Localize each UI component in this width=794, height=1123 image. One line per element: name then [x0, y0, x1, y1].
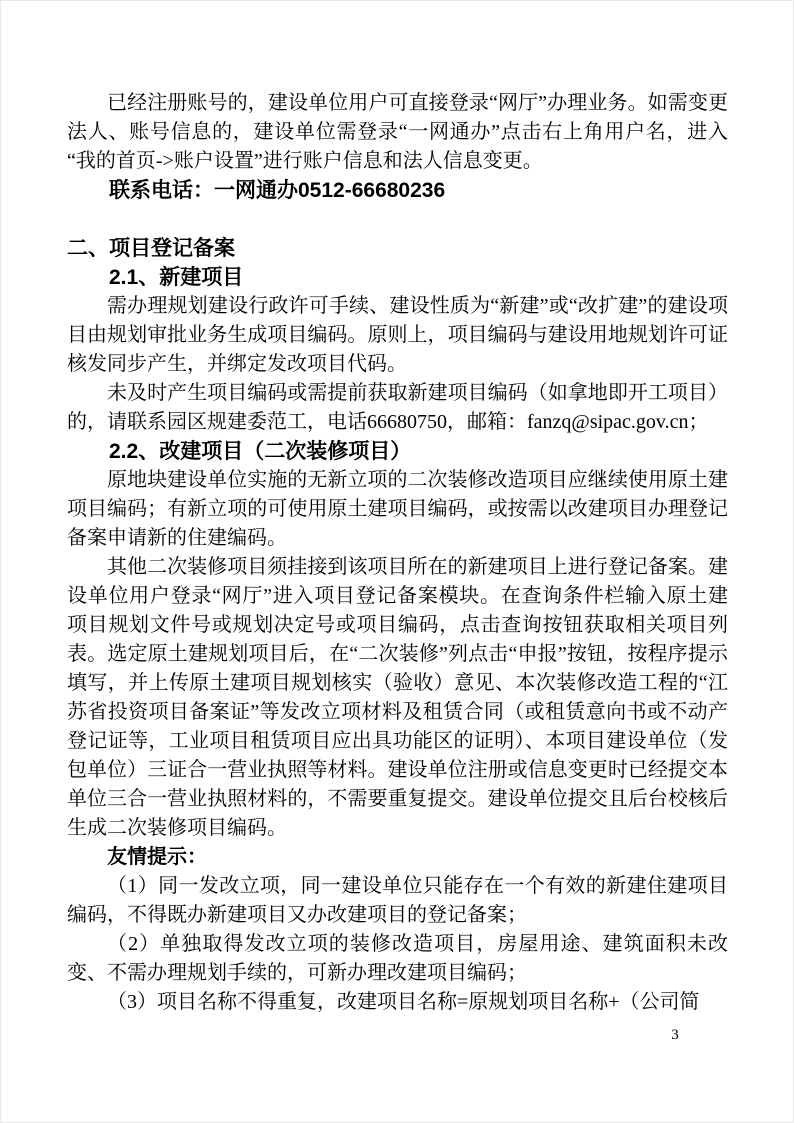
intro-paragraph: 已经注册账号的，建设单位用户可直接登录“网厅”办理业务。如需变更法人、账号信息的，建设单位需登录“一网通办”点击右上角用户名，进入“我的首页->账户设置”进行账户信息和法人信息变更。 [67, 92, 728, 172]
blank-line [67, 205, 728, 234]
subsection-2-2-paragraph-1: 原地块建设单位实施的无新立项的二次装修改造项目应继续使用原土建项目编码；有新立项的可使用原土建项目编码，或按需以改建项目办理登记备案申请新的住建编码。 [67, 469, 728, 549]
tip-item-1: （1）同一发改立项，同一建设单位只能存在一个有效的新建住建项目编码，不得既办新建项目又办改建项目的登记备案； [67, 875, 728, 926]
subsection-2-1-heading: 2.1、新建项目 [109, 266, 244, 289]
page-content [67, 89, 728, 1017]
tips-heading: 友情提示： [107, 846, 207, 868]
section-2-heading: 二、项目登记备案 [67, 237, 235, 260]
subsection-2-1-paragraph-2: 未及时产生项目编码或需提前获取新建项目编码（如拿地即开工项目）的，请联系园区规建委范工，电话66680750，邮箱：fanzq@sipac.gov.cn； [67, 382, 728, 433]
subsection-2-1-paragraph-1: 需办理规划建设行政许可手续、建设性质为“新建”或“改扩建”的建设项目由规划审批业务生成项目编码。原则上，项目编码与建设用地规划许可证核发同步产生，并绑定发改项目代码。 [67, 295, 728, 375]
subsection-2-2-heading: 2.2、改建项目（二次装修项目） [109, 440, 412, 463]
contact-phone-line: 联系电话：一网通办0512-66680236 [109, 179, 446, 202]
page-number: 3 [671, 1027, 679, 1043]
tip-item-3: （3）项目名称不得重复，改建项目名称=原规划项目名称+（公司简 [107, 991, 700, 1013]
subsection-2-2-paragraph-2: 其他二次装修项目须挂接到该项目所在的新建项目上进行登记备案。建设单位用户登录“网厅”进入项目登记备案模块。在查询条件栏输入原土建 项目规划文件号或规划决定号或项目编码，点击查询按钮获取相关项目列表。选定原土建规划项目后，在“二次装修”列点击“申报”按钮，按程序提示 填写，并上传原土建项目规划核实（验收）意见、本次装修改造工程的“江苏省投资项目备案证”等发改立项材料及租赁合同（或租赁意向书或不动产登记证等，工业项目租赁项目应出具功能区的证明）、本项目建设单位（发 包单位）三证合一营业执照等材料。建设单位注册或信息变更时已经提交本 单位三合一营业执照材料的，不需要重复提交。建设单位提交且后台校核后生成二次装修项目编码。 [67, 556, 728, 839]
tip-item-2: （2）单独取得发改立项的装修改造项目，房屋用途、建筑面积未改变、不需办理规划手续的，可新办理改建项目编码； [67, 933, 728, 984]
